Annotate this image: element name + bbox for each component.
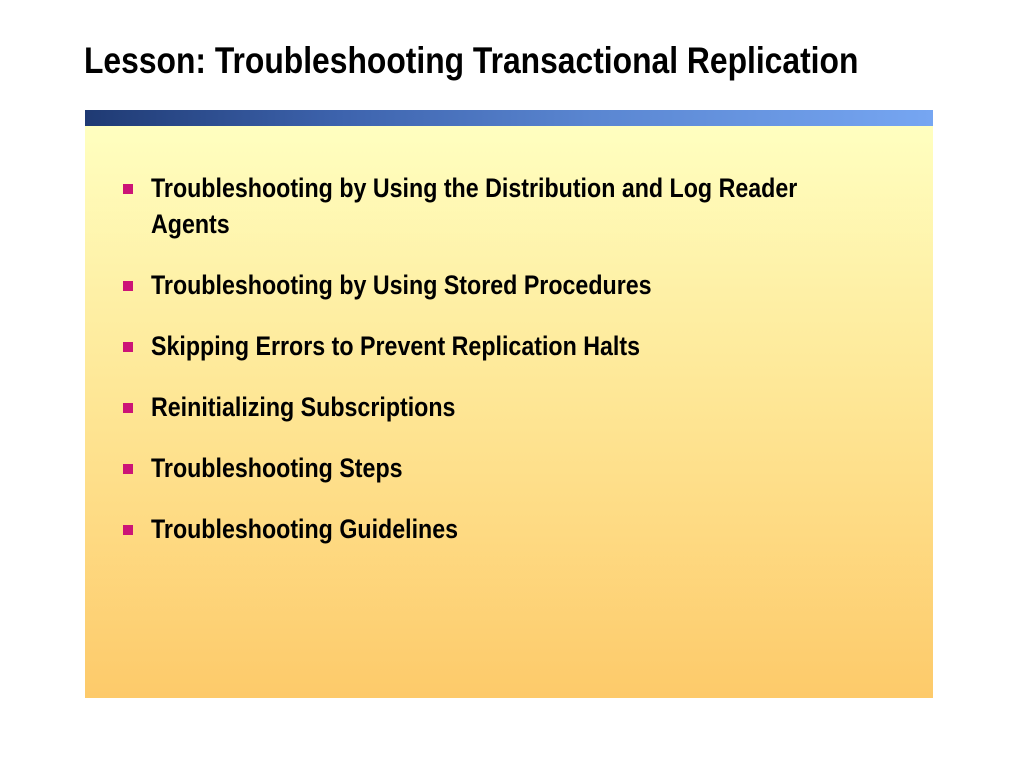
- square-bullet-icon: [123, 403, 133, 413]
- content-panel: [85, 126, 933, 698]
- bullet-text: Reinitializing Subscriptions: [151, 392, 456, 422]
- list-item: [123, 328, 883, 364]
- square-bullet-icon: [123, 525, 133, 535]
- list-item: [123, 511, 883, 547]
- list-item: [123, 450, 883, 486]
- list-item: [123, 170, 883, 242]
- square-bullet-icon: [123, 281, 133, 291]
- bullet-text: Troubleshooting Guidelines: [151, 514, 459, 544]
- bullet-text: Troubleshooting by Using Stored Procedures: [151, 270, 652, 300]
- bullet-list: [123, 170, 883, 572]
- bullet-text: Skipping Errors to Prevent Replication Halts: [151, 331, 641, 361]
- title-underline-bar: [85, 110, 933, 126]
- list-item: [123, 389, 883, 425]
- square-bullet-icon: [123, 342, 133, 352]
- square-bullet-icon: [123, 464, 133, 474]
- square-bullet-icon: [123, 184, 133, 194]
- list-item: [123, 267, 883, 303]
- bullet-text: Troubleshooting by Using the Distribution and Log Reader Agents: [151, 173, 798, 239]
- slide-title: Lesson: Troubleshooting Transactional Replication: [84, 40, 859, 81]
- bullet-text: Troubleshooting Steps: [151, 453, 403, 483]
